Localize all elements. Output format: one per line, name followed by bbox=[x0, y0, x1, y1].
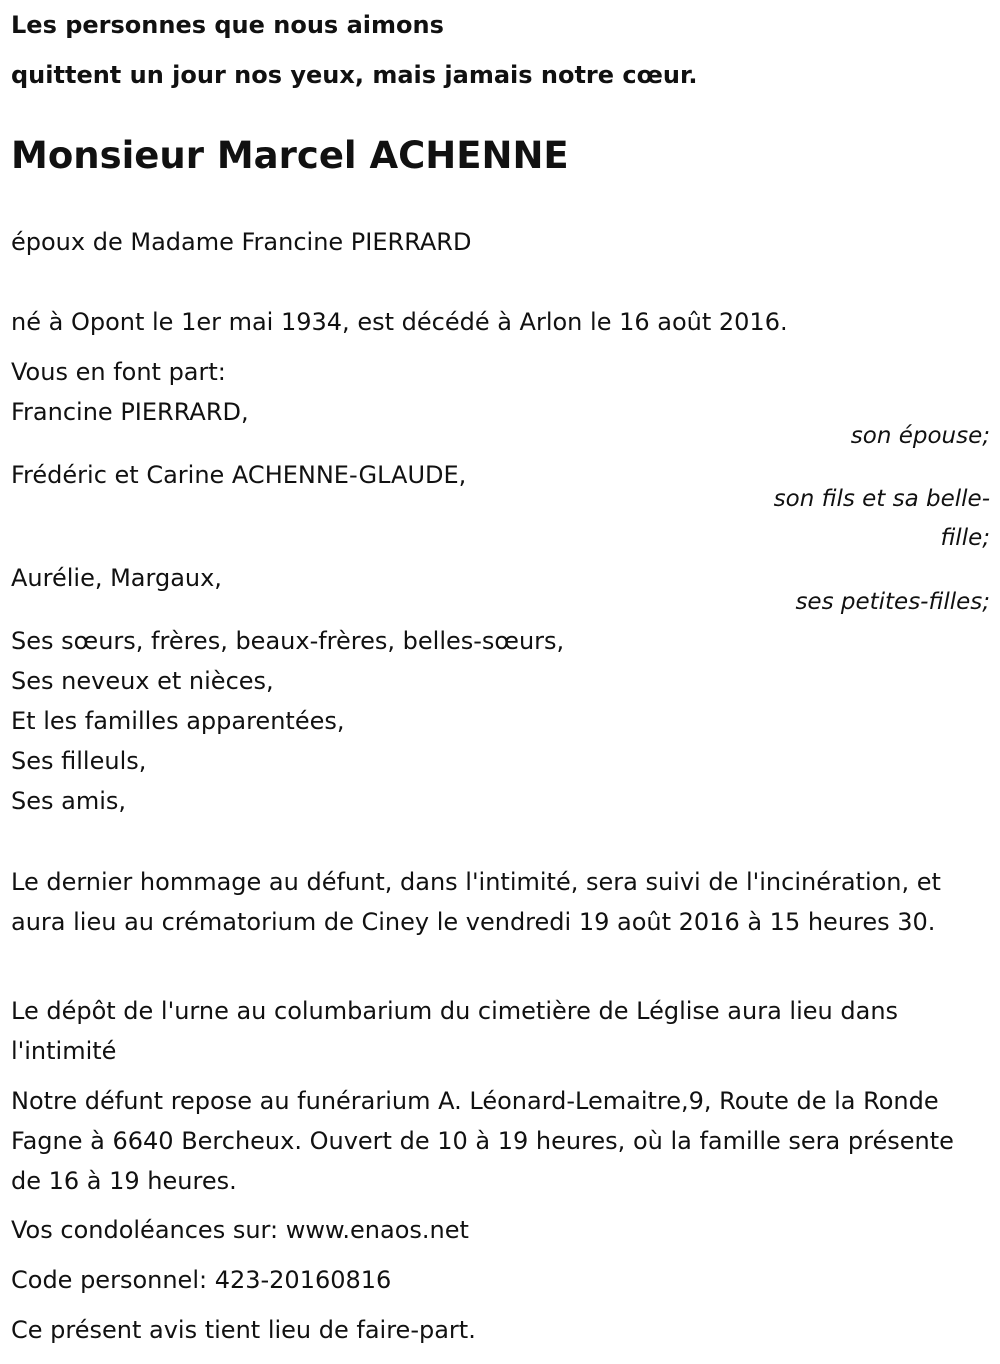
spouse-line: époux de Madame Francine PIERRARD bbox=[11, 228, 472, 256]
family-member-names: Frédéric et Carine ACHENNE-GLAUDE, bbox=[11, 461, 467, 489]
other-relatives-line: Ses filleuls, bbox=[11, 747, 147, 775]
notice-line: Ce présent avis tient lieu de faire-part. bbox=[11, 1316, 476, 1344]
quote-line-1: Les personnes que nous aimons bbox=[11, 11, 444, 39]
funeral-home-paragraph: Notre défunt repose au funérarium A. Léonard-Lemaitre,9, Route de la Ronde Fagne à 6640 Bercheux. Ouvert de 10 à 19 heures, où la famille sera présente de 16 à 19 heures. bbox=[11, 1087, 954, 1195]
urn-paragraph: Le dépôt de l'urne au columbarium du cimetière de Léglise aura lieu dans l'intimité bbox=[11, 997, 899, 1065]
other-relatives-line: Ses neveux et nièces, bbox=[11, 667, 274, 695]
announcement-intro: Vous en font part: bbox=[11, 358, 226, 386]
personal-code-line: Code personnel: 423-20160816 bbox=[11, 1266, 392, 1294]
family-member-relation: ses petites-filles; bbox=[795, 589, 990, 615]
family-member-relation: son fils et sa belle- bbox=[773, 486, 990, 512]
other-relatives-line: Ses sœurs, frères, beaux-frères, belles-sœurs, bbox=[11, 627, 565, 655]
family-member-names: Aurélie, Margaux, bbox=[11, 564, 222, 592]
other-relatives-line: Et les familles apparentées, bbox=[11, 707, 345, 735]
family-member-relation: son épouse; bbox=[850, 423, 990, 449]
other-relatives-line: Ses amis, bbox=[11, 787, 127, 815]
family-member-relation-continued: fille; bbox=[940, 525, 990, 551]
birth-death-line: né à Opont le 1er mai 1934, est décédé à Arlon le 16 août 2016. bbox=[11, 308, 788, 336]
family-member-names: Francine PIERRARD, bbox=[11, 398, 249, 426]
quote-line-2: quittent un jour nos yeux, mais jamais notre cœur. bbox=[11, 61, 698, 89]
ceremony-paragraph: Le dernier hommage au défunt, dans l'intimité, sera suivi de l'incinération, et aura lieu au crématorium de Ciney le vendredi 19 août 2016 à 15 heures 30. bbox=[11, 868, 941, 936]
condolences-line: Vos condoléances sur: www.enaos.net bbox=[11, 1216, 469, 1244]
deceased-name: Monsieur Marcel ACHENNE bbox=[11, 134, 569, 177]
